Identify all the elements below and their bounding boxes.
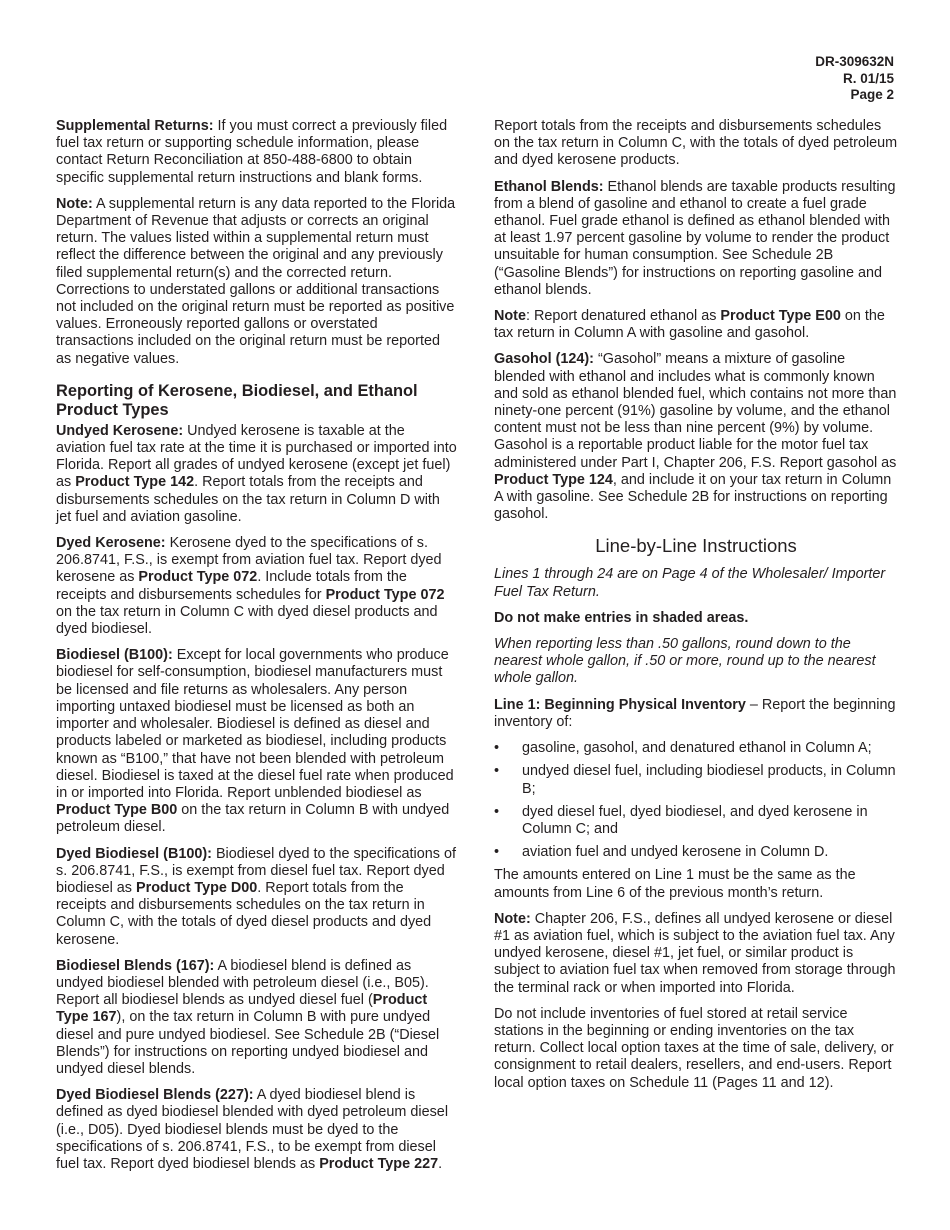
dyed-biodiesel-title: Dyed Biodiesel (B100): (56, 845, 212, 862)
note-title: Note (494, 308, 526, 325)
dyed-biodiesel-blends-title: Dyed Biodiesel Blends (227): (56, 1087, 254, 1104)
inventory-bullet-list (494, 740, 898, 861)
dyed-biodiesel-paragraph: Dyed Biodiesel (B100): Biodiesel dyed to the specifications of s. 206.8741, F.S., is exempt from diesel fuel tax. Report dyed biodiesel as Product Type D00. Report totals from the receipts and disbursements schedules on the tax return in Column C, with the totals of dyed diesel products and dyed kerosene. (56, 845, 456, 948)
undyed-kerosene-title: Undyed Kerosene: (56, 422, 184, 439)
shaded-areas-warning: Do not make entries in shaded areas. (494, 609, 749, 626)
right-column (494, 118, 898, 1101)
retail-paragraph: Do not include inventories of fuel stored at retail service stations in the beginning or ending inventories on the tax return. Collect local option taxes at the time of sale, delivery, or consignment to retail dealers, resellers, and end-users. Report local option taxes on Schedule 11 (Pages 11 and 12). (494, 1005, 894, 1091)
list-item: • dyed diesel fuel, dyed biodiesel, and dyed kerosene in Column C; and (494, 803, 868, 837)
undyed-kerosene-paragraph: Undyed Kerosene: Undyed kerosene is taxable at the aviation fuel tax rate at the time it is purchased or imported into Florida. Report all grades of undyed kerosene (except jet fuel) as Product Type 142. Report totals from the receipts and disbursements schedules on the tax return in Column D with jet fuel and aviation gasoline. (56, 422, 457, 525)
biodiesel-blends-title: Biodiesel Blends (167): (56, 957, 215, 974)
bullet-icon: • (494, 803, 500, 820)
bullet-icon: • (494, 763, 500, 780)
ethanol-note-paragraph: Note: Report denatured ethanol as Product Type E00 on the tax return in Column A with gasoline and gasohol. (494, 308, 885, 342)
biodiesel-title: Biodiesel (B100): (56, 647, 173, 664)
section-heading: Reporting of Kerosene, Biodiesel, and Ethanol Product Types (56, 381, 418, 419)
list-item: • aviation fuel and undyed kerosene in Column D. (494, 844, 829, 861)
ethanol-blends-paragraph: Ethanol Blends: Ethanol blends are taxable products resulting from a blend of gasoline and ethanol to create a fuel grade ethanol. Fuel grade ethanol is defined as ethanol blended with at least 1.97 percent gasoline by volume to render the product unsuitable for human consumption. See Schedule 2B (“Gasoline Blends”) for instructions on reporting gasoline and ethanol blends. (494, 178, 896, 298)
gasohol-paragraph: Gasohol (124): “Gasohol” means a mixture of gasoline blended with ethanol and includes what is commonly known and sold as ethanol blended fuel, which contains not more than ninety-one percent (91%) gasoline by volume, and the ethanol content must not be less than nine percent (9%) by volume. Gasohol is a reportable product liable for the motor fuel tax administered under Part I, Chapter 206, F.S. Report gasohol as Product Type 124, and include it on your tax return in Column A with gasoline. See Schedule 2B for instructions on reporting gasohol. (494, 351, 897, 523)
line-1-paragraph: Line 1: Beginning Physical Inventory – Report the beginning inventory of: (494, 696, 896, 730)
lines-intro: Lines 1 through 24 are on Page 4 of the Wholesaler/ Importer Fuel Tax Return. (494, 566, 886, 600)
page-number: Page 2 (850, 87, 894, 102)
supplemental-returns-paragraph: Supplemental Returns: If you must correct a previously filed fuel tax return or supporting schedule information, please contact Return Reconciliation at 850-488-6800 to obtain specific supplemental return instructions and blank forms. (56, 118, 448, 186)
gasohol-title: Gasohol (124): (494, 351, 594, 368)
supplemental-returns-title: Supplemental Returns: (56, 118, 214, 134)
continued-paragraph: Report totals from the receipts and disbursements schedules on the tax return in Column C, with the totals of dyed petroleum and dyed kerosene products. (494, 118, 898, 169)
aviation-note-paragraph: Note: Chapter 206, F.S., defines all undyed kerosene or diesel #1 as aviation fuel, which is subject to the aviation fuel tax. Any undyed kerosene, diesel #1, jet fuel, or similar product is subject to aviation fuel tax when removed from storage through the terminal rack or when imported into Florida. (494, 910, 896, 996)
dyed-kerosene-title: Dyed Kerosene: (56, 535, 166, 552)
list-item: • undyed diesel fuel, including biodiesel products, in Column B; (494, 763, 896, 797)
list-item: • gasoline, gasohol, and denatured ethanol in Column A; (494, 740, 872, 757)
amounts-paragraph: The amounts entered on Line 1 must be the same as the amounts from Line 6 of the previous month’s return. (494, 867, 856, 901)
ethanol-blends-title: Ethanol Blends: (494, 178, 604, 195)
bullet-icon: • (494, 740, 500, 757)
left-column (56, 118, 458, 1182)
form-header (815, 54, 894, 104)
form-revision: R. 01/15 (842, 70, 894, 86)
bullet-icon: • (494, 844, 500, 861)
form-number: DR-309632N (815, 54, 894, 69)
note-title: Note: (494, 910, 531, 927)
biodiesel-paragraph: Biodiesel (B100): Except for local governments who produce biodiesel for self-consumption, biodiesel manufacturers must be licensed and file returns as wholesalers. Any person importing untaxed biodiesel must be licensed as both an importer and wholesaler. Biodiesel is defined as diesel and products labeled or marketed as biodiesel, including products known as “B100,” that have not been blended with petroleum diesel. Biodiesel is taxed at the diesel fuel rate when produced in or imported into Florida. Report unblended biodiesel as Product Type B00 on the tax return in Column B with undyed petroleum diesel. (56, 647, 454, 836)
dyed-kerosene-paragraph: Dyed Kerosene: Kerosene dyed to the specifications of s. 206.8741, F.S., is exempt from aviation fuel tax. Report dyed kerosene as Product Type 072. Include totals from the receipts and disbursements schedules for Product Type 072 on the tax return in Column C with dyed diesel products and dyed biodiesel. (56, 535, 445, 638)
rounding-instructions: When reporting less than .50 gallons, round down to the nearest whole gallon, if .50 or more, round up to the nearest whole gallon. (494, 636, 876, 687)
line-by-line-heading: Line-by-Line Instructions (595, 535, 797, 557)
line-1-title: Line 1: Beginning Physical Inventory (494, 696, 746, 713)
note-title: Note: (56, 195, 93, 212)
supplemental-note-paragraph: Note: A supplemental return is any data reported to the Florida Department of Revenue that adjusts or corrects an original return. The values listed within a supplemental return must reflect the difference between the original and any previously filed supplemental return(s) and the corrected return. Corrections to understated gallons or additional transactions not included on the original return must be reported as positive values. Erroneously reported gallons or overstated transactions included on the original return must be reported as negative values. (56, 195, 456, 367)
dyed-biodiesel-blends-paragraph: Dyed Biodiesel Blends (227): A dyed biodiesel blend is defined as dyed biodiesel blended with dyed petroleum diesel (i.e., D05). Dyed biodiesel blends must be dyed to the specifications of s. 206.8741, F.S., to be exempt from diesel fuel tax. Report dyed biodiesel blends as Product Type 227. (56, 1087, 449, 1172)
biodiesel-blends-paragraph: Biodiesel Blends (167): A biodiesel blend is defined as undyed biodiesel blended with petroleum diesel (i.e., B05). Report all biodiesel blends as undyed diesel fuel (Product Type 167), on the tax return in Column B with pure undyed diesel and pure undyed biodiesel. See Schedule 2B (“Diesel Blends”) for instructions on reporting undyed biodiesel and undyed diesel blends. (56, 957, 440, 1077)
